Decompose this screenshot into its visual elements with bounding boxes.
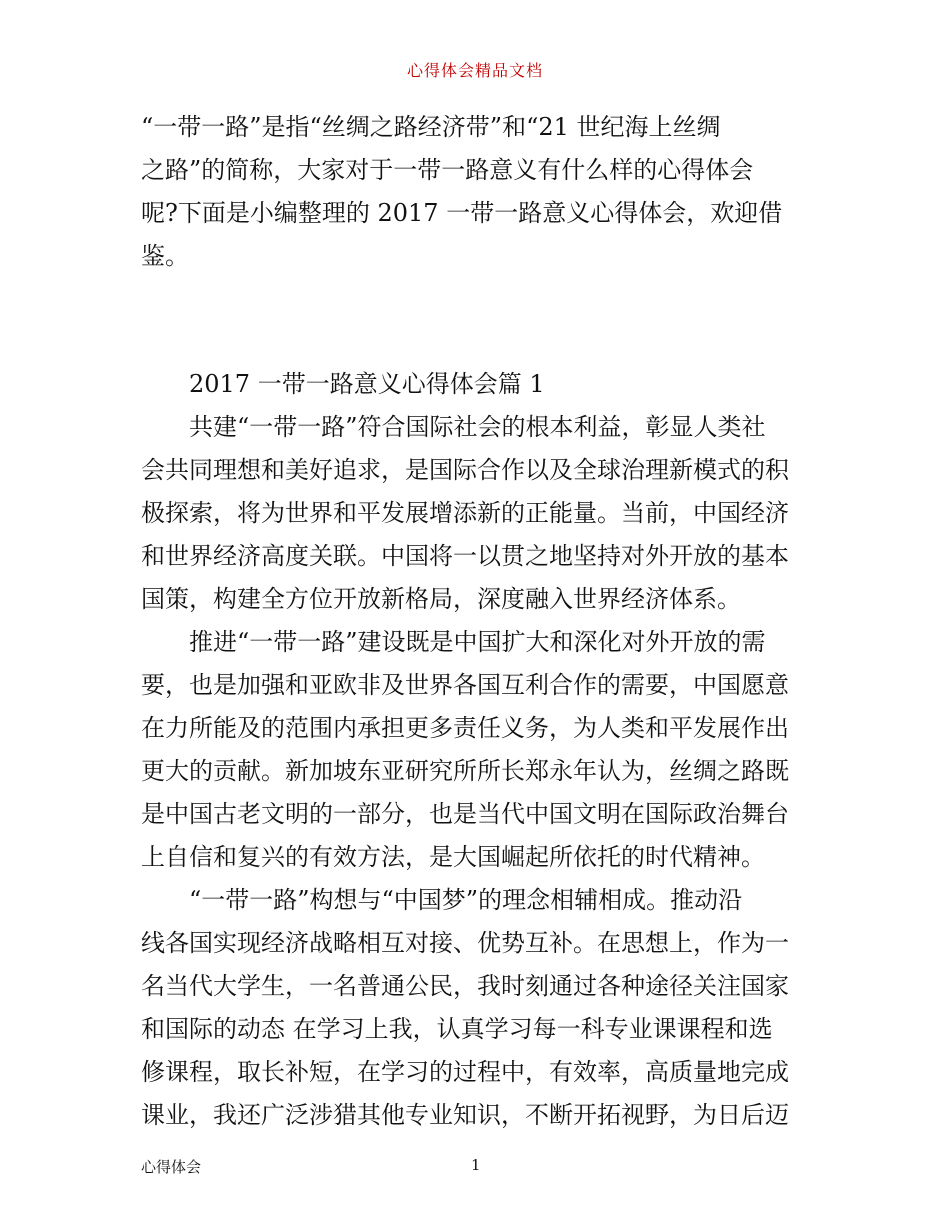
paragraph-line: 更大的贡献。新加坡东亚研究所所长郑永年认为，丝绸之路既 [141,757,789,785]
paragraph-line: 会共同理想和美好追求，是国际合作以及全球治理新模式的积 [141,456,789,484]
article-heading: 2017 一带一路意义心得体会篇 1 [189,370,545,398]
paragraph-line: 共建“一带一路”符合国际社会的根本利益，彰显人类社 [189,413,766,441]
paragraph-line: 课业，我还广泛涉猎其他专业知识，不断开拓视野，为日后迈 [141,1101,789,1129]
paragraph-line: 上自信和复兴的有效方法，是大国崛起所依托的时代精神。 [141,843,765,871]
paragraph-line: 和世界经济高度关联。中国将一以贯之地坚持对外开放的基本 [141,542,789,570]
intro-line: 之路”的简称，大家对于一带一路意义有什么样的心得体会 [141,156,754,184]
paragraph-line: 在力所能及的范围内承担更多责任义务，为人类和平发展作出 [141,714,789,742]
paragraph-line: 是中国古老文明的一部分，也是当代中国文明在国际政治舞台 [141,800,789,828]
paragraph-line: 和国际的动态 在学习上我，认真学习每一科专业课课程和选 [141,1015,773,1043]
paragraph-line: 修课程，取长补短，在学习的过程中，有效率，高质量地完成 [141,1058,789,1086]
paragraph-line: 线各国实现经济战略相互对接、优势互补。在思想上，作为一 [141,929,789,957]
paragraph-line: 推进“一带一路”建设既是中国扩大和深化对外开放的需 [189,628,766,656]
paragraph-line: 极探索，将为世界和平发展增添新的正能量。当前，中国经济 [141,499,789,527]
intro-line: 呢?下面是小编整理的 2017 一带一路意义心得体会，欢迎借 [141,199,783,227]
footer-label: 心得体会 [141,1158,202,1176]
article-body [141,363,816,1137]
paragraph-line: 国策，构建全方位开放新格局，深度融入世界经济体系。 [141,585,741,613]
document-header-title: 心得体会精品文档 [406,61,543,80]
paragraph-line: “一带一路”构想与“中国梦”的理念相辅相成。推动沿 [189,886,743,914]
paragraph-line: 要，也是加强和亚欧非及世界各国互利合作的需要，中国愿意 [141,671,789,699]
intro-line: 鉴。 [141,242,189,270]
page-number: 1 [471,1156,481,1174]
intro-line: “一带一路”是指“丝绸之路经济带”和“21 世纪海上丝绸 [141,113,721,141]
paragraph-line: 名当代大学生，一名普通公民，我时刻通过各种途径关注国家 [141,972,789,1000]
intro-paragraph [141,106,816,278]
